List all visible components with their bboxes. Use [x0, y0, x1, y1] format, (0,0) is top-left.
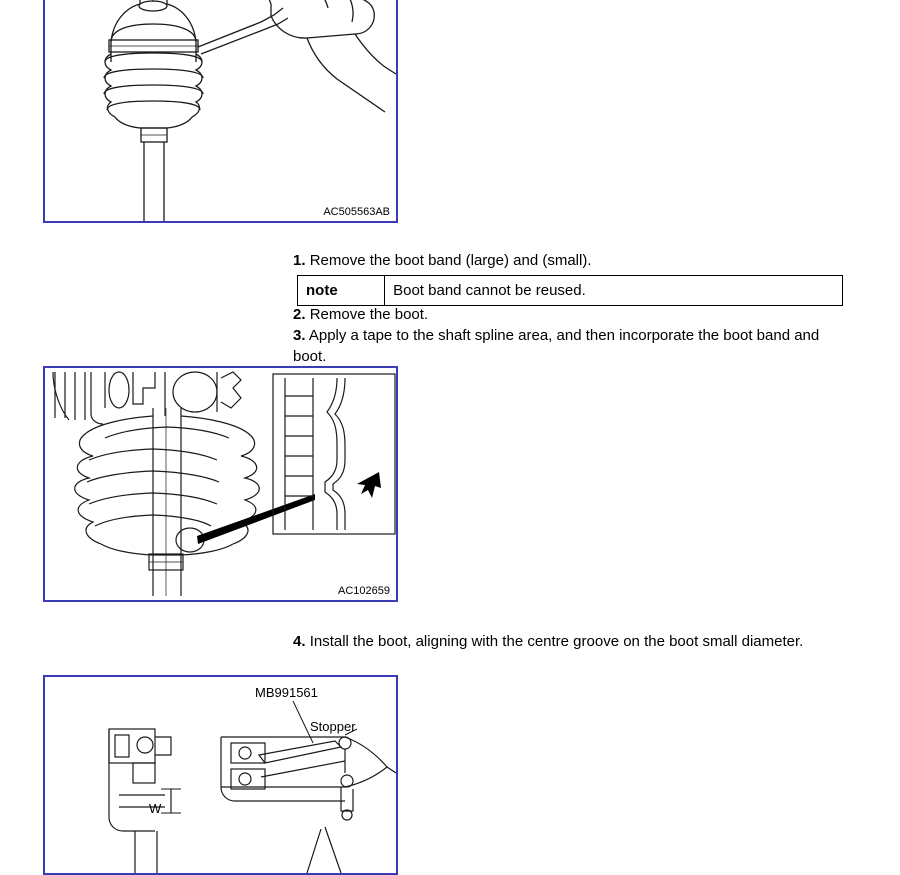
figure-2-caption: AC102659	[338, 585, 390, 597]
figure-special-tool	[43, 675, 398, 875]
step-2	[293, 304, 853, 325]
step-1-text: Remove the boot band (large) and (small).	[309, 252, 592, 269]
callout-stopper: Stopper	[310, 719, 356, 734]
table-row	[298, 276, 843, 306]
note-label: note	[298, 276, 385, 306]
step-4	[293, 631, 853, 652]
callout-tool-number: MB991561	[255, 685, 318, 700]
callout-dimension-w: W	[149, 801, 162, 816]
step-3-number: 3.	[293, 327, 306, 344]
step-4-number: 4.	[293, 633, 306, 650]
step-1-number: 1.	[293, 252, 306, 269]
step-3	[293, 325, 848, 367]
step-3-text: Apply a tape to the shaft spline area, and then incorporate the boot band and boot.	[293, 327, 820, 365]
step-2-number: 2.	[293, 306, 306, 323]
figure-boot-band-removal	[43, 0, 398, 223]
step-2-text: Remove the boot.	[309, 306, 429, 323]
note-text: Boot band cannot be reused.	[385, 276, 843, 306]
figure-boot-groove-detail	[43, 366, 398, 602]
step-1	[293, 250, 853, 271]
figure-1-caption: AC505563AB	[323, 206, 390, 218]
note-table	[297, 275, 843, 306]
step-4-text: Install the boot, aligning with the centre groove on the boot small diameter.	[309, 633, 804, 650]
